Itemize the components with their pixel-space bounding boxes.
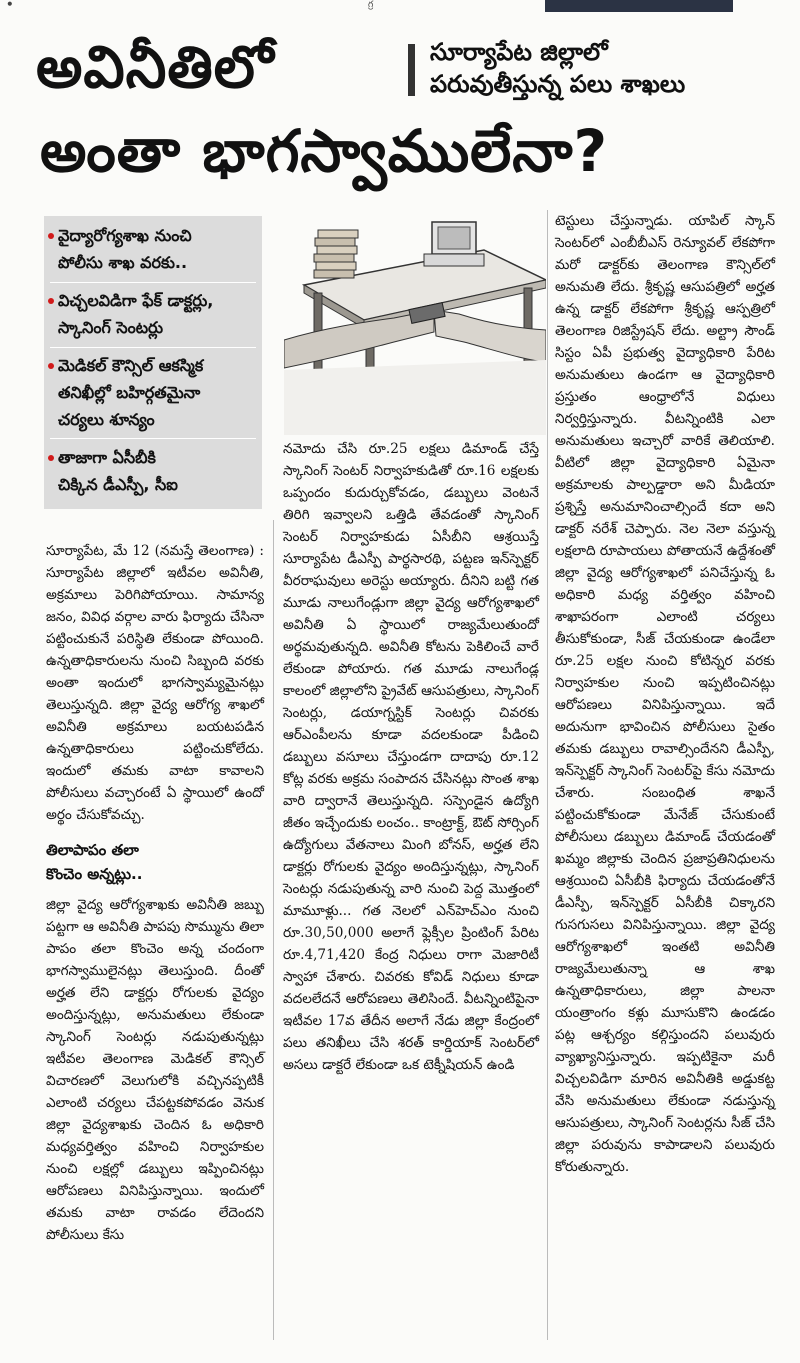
headline-divider	[408, 44, 415, 96]
highlight-item	[58, 352, 203, 433]
column-rule	[273, 520, 274, 1340]
article-paragraph: టెస్టులు చేస్తున్నాడు. యాపిల్ స్కాన్ సెంటర్‌లో ఎంబీబీఎస్ రెన్యూవల్ లేకపోగా మరో డాక్టర్‌కు తెలంగాణ కౌన్సిల్‌లో అనుమతి లేదు. శ్రీకృష్ణ ఆసుపత్రిలో అర్హత ఉన్న డాక్టర్ లేకపోగా శ్రీకృష్ణ ఆస్పత్రిలో తెలంగాణ రిజిస్ట్రేషన్ లేదు. అల్ట్రా సౌండ్ సిస్టం ఏపీ ప్రభుత్వ వైద్యాధికారి పేరిట అనుమతులు ఉండగా ఆ వైద్యాధికారి ప్రస్తుతం ఆంధ్రాలోనే విధులు నిర్వర్తిస్తున్నారు. వీటన్నింటికి ఎలా అనుమతులు ఇచ్చారో వారికే తెలియాలి. వీటిలో జిల్లా వైద్యాధికారి ఏమైనా అక్రమాలకు పాల్పడ్డారా అని మీడియా ప్రశ్నిస్తే అనుమానించాల్సిందే కదా అని డాక్టర్ నరేశ్ చెప్పారు. నెల నెలా వస్తున్న లక్షలాది రూపాయలు పోతాయనే ఉద్దేశంతో జిల్లా వైద్య ఆరోగ్యశాఖలో పనిచేస్తున్న ఓ అధికారి మధ్య వర్తిత్వం వహించి శాఖాపరంగా ఎలాంటి చర్యలు తీసుకోకుండా, సీజ్ చేయకుండా ఉండేలా రూ.25 లక్షల నుంచి కోటిన్నర వరకు నిర్వాహకుల నుంచి ఇప్పటించినట్లు ఆరోపణలు వినిపిస్తున్నాయి. ఇదే అదునుగా భావించిన పోలీసులు సైతం తమకు డబ్బులు రావాల్సిందేనని డీఎస్పీ, ఇన్‌స్పెక్టర్ స్కానింగ్ సెంటర్‌పై కేసు నమోదు చేశారు. సంబంధిత శాఖనే పట్టించుకోకుండా మేనేజ్ చేసుకుంటే పోలీసులు డబ్బులు డిమాండ్ చేయడంతో ఖమ్మం జిల్లాకు చెందిన ప్రజాప్రతినిధులను ఆశ్రయించి ఏసీబీకి ఫిర్యాదు చేయడంతోనే డీఎస్పీ, ఇన్‌స్పెక్టర్ ఏసీబీకి చిక్కారని గుసగుసలు వినిపిస్తున్నాయి. జిల్లా వైద్య ఆరోగ్యశాఖలో ఇంతటి అవినీతి రాజ్యమేలుతున్నా ఆ శాఖ ఉన్నతాధికారులు, జిల్లా పాలనా యంత్రాంగం కళ్లు మూసుకొని ఉండడం పట్ల ఆశ్చర్యం కల్గిస్తుందని పలువురు వ్యాఖ్యానిస్తున్నారు. ఇప్పటికైనా మరీ విచ్చలవిడిగా మారిన అవినీతికి అడ్డుకట్ట వేసి అనుమతులు లేకుండా నడుస్తున్న ఆసుపత్రులు, స్కానింగ్ సెంటర్లను సీజ్ చేసి జిల్లా పరువును కాపాడాలని పలువురు కోరుతున్నారు.	[555, 213, 775, 1175]
article-column-2	[283, 438, 539, 1076]
top-strip	[0, 0, 800, 10]
highlight-item	[58, 222, 192, 276]
highlight-line: మెడికల్ కౌన్సిల్ ఆకస్మిక	[58, 356, 204, 375]
top-dark-block	[545, 0, 733, 12]
article-column-1	[46, 540, 264, 1246]
article-paragraph: జిల్లా వైద్య ఆరోగ్యశాఖకు అవినీతి జబ్బు పట్టగా ఆ అవినీతి పాపపు సొమ్మును తిలా పాపం తలా కొంచెం అన్న చందంగా భాగస్వాములైనట్లు తెలుస్తుంది. దీంతో అర్హత లేని డాక్టర్లు రోగులకు వైద్యం అందిస్తున్నట్లు, అనుమతులు లేకుండా స్కానింగ్ సెంటర్లు నడుపుతున్నట్లు ఇటీవల తెలంగాణ మెడికల్ కౌన్సిల్ విచారణలో వెలుగులోకి వచ్చినప్పటికీ ఎలాంటి చర్యలు చేపట్టకపోవడం వెనుక జిల్లా వైద్యశాఖకు చెందిన ఓ అధికారి మధ్యవర్తిత్వం వహించి నిర్వాహకుల నుంచి లక్షల్లో డబ్బులు ఇప్పించినట్లు ఆరోపణలు వినిపిస్తున్నాయి. ఇందులో తమకు వాటా రావడం లేదెందని పోలీసులు కేసు	[46, 897, 264, 1243]
bullet-icon	[48, 298, 54, 304]
highlight-line: స్కానింగ్ సెంటర్లు	[58, 318, 164, 337]
top-mark: ⚫	[6, 0, 14, 10]
highlight-line: విచ్చలవిడిగా ఫేక్ డాక్టర్లు,	[58, 291, 214, 310]
highlight-item	[58, 287, 213, 341]
bribe-illustration	[284, 210, 546, 435]
highlight-divider	[50, 438, 256, 439]
highlight-divider	[50, 282, 256, 283]
article-paragraph: సూర్యాపేట, మే 12 (నమస్తే తెలంగాణ) : సూర్యాపేట జిల్లాలో ఇటీవల అవినీతి, అక్రమాలు పెరిగిపోయాయి. సామాన్య జనం, వివిధ వర్గాల వారు ఫిర్యాదు చేసినా పట్టించుకునే పరిస్థితి లేకుండా పోయింది. ఉన్నతాధికారులను నుంచి సిబ్బంది వరకు అంతా ఇందులో భాగస్వామ్యమైనట్లు తెలుస్తున్నది. జిల్లా వైద్య ఆరోగ్య శాఖలో అవినీతి అక్రమాలు బయటపడిన ఉన్నతాధికారులు పట్టించుకోలేదు. ఇందులో తమకు వాటా కావాలని పోలీసులు వచ్చారంటే ఏ స్థాయిలో ఉందో అర్థం చేసుకోవచ్చు.	[46, 543, 264, 823]
bullet-icon	[48, 455, 54, 461]
subheading-line2: కొంచెం అన్నట్లు..	[46, 865, 143, 883]
subheading-line1: తిలాపాపం తలా	[46, 841, 139, 859]
column-rule	[547, 210, 548, 1340]
headline-kicker	[430, 36, 685, 100]
highlight-line: తాజాగా ఏసీబీకి	[58, 448, 156, 467]
headline-line2: అంతా భాగస్వాములేనా?	[40, 117, 609, 185]
article-subheading	[46, 838, 264, 886]
highlight-line: చిక్కిన డీఎస్పీ, సీఐ	[58, 475, 178, 494]
highlight-line: తనిఖీల్లో బహిర్గతమైనా	[58, 383, 201, 402]
highlight-line: చర్యలు శూన్యం	[58, 410, 155, 429]
article-paragraph: నమోదు చేసి రూ.25 లక్షలు డిమాండ్ చేస్తే స్కానింగ్ సెంటర్ నిర్వాహకుడితో రూ.16 లక్షలకు ఒప్పందం కుదుర్చుకోవడం, డబ్బులు వెంటనే తిరిగి ఇవ్వాలని ఒత్తిడి తేవడంతో స్కానింగ్ సెంటర్ నిర్వాహకుడు ఏసీబీని ఆశ్రయిస్తే సూర్యాపేట డీఎస్పీ పార్థసారథి, పట్టణ ఇన్‌స్పెక్టర్ వీరరాఘవులు అరెస్టు అయ్యారు. దీనిని బట్టి గత మూడు నాలుగేండ్లుగా జిల్లా వైద్య ఆరోగ్యశాఖలో అవినీతి ఏ స్థాయిలో రాజ్యమేలుతుందో అర్థమవుతున్నది. అవినీతి కోటను పెకిలించే వారే లేకుండా పోయారు. గత మూడు నాలుగేండ్ల కాలంలో జిల్లాలోని ప్రైవేట్ ఆసుపత్రులు, స్కానింగ్ సెంటర్లు, డయాగ్నస్టిక్ సెంటర్లు చివరకు ఆర్‌ఎంపీలను కూడా వదలకుండా పీడించి డబ్బులు వసూలు చేస్తుండగా దాదాపు రూ.12 కోట్ల వరకు అక్రమ సంపాదన చేసినట్లు సొంత శాఖ వారి ద్వారానే తెలుస్తున్నది. సస్పెండైన ఉద్యోగి జీతం ఇచ్చేందుకు లంచం.. కాంట్రాక్ట్, ఔట్ సోర్సింగ్ ఉద్యోగులు వేతనాలు మింగి బోనస్, అర్హత లేని డాక్టర్లు రోగులకు వైద్యం అందిస్తున్నట్లు, స్కానింగ్ సెంటర్లు నడుపుతున్న వారి నుంచి పెద్ద మొత్తంలో మామూళ్లు... గత నెలలో ఎన్‌హెచ్‌ఎం నుంచి రూ.30,50,000 అలాగే ఫ్లెక్సీల ప్రింటింగ్ పేరిట రూ.4,71,420 కేంద్ర నిధులు రాగా మెజారిటీ స్వాహా చేశారు. చివరకు కోవిడ్ నిధులు కూడా వదలలేదనే ఆరోపణలు తెలిసిందే. వీటన్నింటిపైనా ఇటీవల 17వ తేదీన అలాగే నేడు జిల్లా కేంద్రంలో పలు తనిఖీలు చేసి శరత్ కార్డియాక్ సెంటర్‌లో అసలు డాక్టరే లేకుండా ఒక టెక్నీషియన్ ఉండి	[283, 441, 539, 1073]
top-center-text: గ్ర	[368, 0, 374, 10]
highlight-line: వైద్యారోగ్యశాఖ నుంచి	[58, 226, 192, 245]
bullet-icon	[48, 233, 54, 239]
article-column-3	[555, 210, 775, 1178]
kicker-line1: సూర్యాపేట జిల్లాలో	[430, 38, 608, 66]
headline-line1: అవినీతిలో	[36, 33, 275, 101]
highlight-line: పోలీసు శాఖ వరకు..	[58, 253, 188, 272]
bullet-icon	[48, 363, 54, 369]
highlight-divider	[50, 347, 256, 348]
highlight-item	[58, 444, 178, 498]
kicker-line2: పరువుతీస్తున్న పలు శాఖలు	[430, 70, 686, 98]
highlights-box	[44, 216, 262, 509]
